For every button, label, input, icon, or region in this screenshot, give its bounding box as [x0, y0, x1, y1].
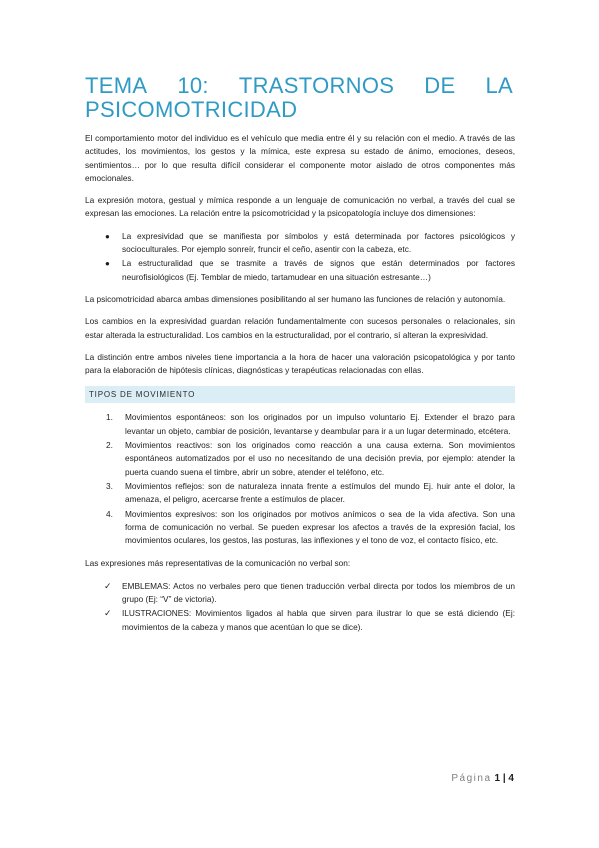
- list-number: 2.: [106, 440, 113, 451]
- bullet-icon: ●: [105, 259, 110, 269]
- checkmark-icon: ✓: [104, 580, 112, 591]
- list-item-text: Movimientos expresivos: son los originados por motivos anímicos o sea de la vida afectiva. Son una forma de comunicación no verbal. Se pueden expresar los afectos a través de la expresión facial, los movimientos oculares, los gestos, las posturas, las inflexiones y el tono de voz, el contacto físico, etc.: [125, 508, 515, 546]
- title-word: DE: [424, 73, 456, 98]
- bullet-icon: ●: [105, 231, 110, 241]
- expressions-list: [85, 580, 515, 634]
- title-line-2: PSICOMOTRICIDAD: [85, 97, 298, 122]
- title-word: LA: [485, 73, 513, 98]
- list-number: 4.: [106, 508, 113, 519]
- paragraph: La psicomotricidad abarca ambas dimensiones posibilitando al ser humano las funciones de relación y autonomía.: [85, 293, 506, 304]
- list-number: 1.: [106, 412, 113, 423]
- page-number: 1 | 4: [494, 773, 514, 784]
- paragraph: Los cambios en la expresividad guardan relación fundamentalmente con sucesos personales o relacionales, sin estar alterada la estructuralidad. Los cambios en la estructuralidad, por el contrario, sí alteran la expresividad.: [85, 316, 515, 340]
- section-heading-text: TIPOS DE MOVIMIENTO: [89, 390, 196, 400]
- title-word: 10:: [177, 73, 209, 98]
- list-item-text: La estructuralidad que se trasmite a través de signos que están determinados por factores neurofisiológicos (Ej. Temblar de miedo, tartamudear en una situación estresante…): [122, 258, 515, 282]
- list-item: [85, 607, 515, 634]
- list-item-text: La expresividad que se manifiesta por símbolos y está determinada por factores psicológicos y socioculturales. Por ejemplo sonreír, fruncir el ceño, asentir con la cabeza, etc.: [122, 230, 515, 255]
- paragraph: La distinción entre ambos niveles tiene importancia a la hora de hacer una valoración psicopatológica y por tanto para la elaboración de hipótesis clínicas, diagnósticas y terapéuticas relacionadas con ellas.: [85, 351, 515, 376]
- document-body: [85, 132, 515, 635]
- title-word: TRASTORNOS: [238, 73, 395, 98]
- list-item: [85, 439, 515, 479]
- list-item: [85, 230, 515, 257]
- page-label: Página: [451, 773, 492, 784]
- paragraph: La expresión motora, gestual y mímica responde a un lenguaje de comunicación no verbal, a través del cual se expresan las emociones. La relación entre la psicomotricidad y la psicopatología incluye dos dimensiones:: [85, 195, 515, 219]
- section-heading: [85, 386, 515, 403]
- page-title: [85, 74, 513, 122]
- dimensions-list: [85, 230, 515, 284]
- list-item-text: Movimientos reflejos: son de naturaleza innata frente a estímulos del mundo Ej. huir ante el dolor, la amenaza, el peligro, acercarse frente a estímulos de placer.: [125, 480, 515, 505]
- paragraph: Las expresiones más representativas de la comunicación no verbal son:: [85, 558, 351, 569]
- movement-types-list: [85, 411, 515, 547]
- list-item: [85, 480, 515, 507]
- list-item-text: Movimientos espontáneos: son los originados por un impulso voluntario Ej. Extender el brazo para levantar un objeto, cambiar de posición, levantarse y deambular para ir a un lugar determinado, etcétera.: [125, 412, 515, 436]
- list-item-text: EMBLEMAS: Actos no verbales pero que tienen traducción verbal directa por todos los miembros de un grupo (Ej: “V” de victoria).: [122, 580, 515, 605]
- list-item: [85, 580, 515, 607]
- list-item: [85, 411, 515, 438]
- list-item-text: ILUSTRACIONES: Movimientos ligados al habla que sirven para ilustrar lo que se está diciendo (Ej: movimientos de la cabeza y manos que acentúan lo que se dice).: [122, 608, 515, 632]
- title-word: TEMA: [85, 73, 148, 98]
- list-item-text: Movimientos reactivos: son los originados como reacción a una causa externa. Son movimientos espontáneos automatizados por el uso no necesitando de una decisión previa, por ejemplo: atender la puerta cuando suena el timbre, abrir un sobre, atender el teléfono, etc.: [125, 440, 515, 477]
- list-item: [85, 257, 515, 284]
- list-item: [85, 508, 515, 548]
- list-number: 3.: [106, 480, 113, 491]
- paragraph: El comportamiento motor del individuo es el vehículo que media entre él y su relación con el medio. A través de las actitudes, los movimientos, los gestos y la mímica, este expresa su estado de ánimo, emociones, deseos, sentimientos… por lo que resulta difícil considerar el componente motor aislado de otros componentes más emocionales.: [85, 133, 515, 183]
- title-line-1: [85, 74, 513, 98]
- page-footer: [451, 773, 514, 784]
- checkmark-icon: ✓: [104, 608, 112, 619]
